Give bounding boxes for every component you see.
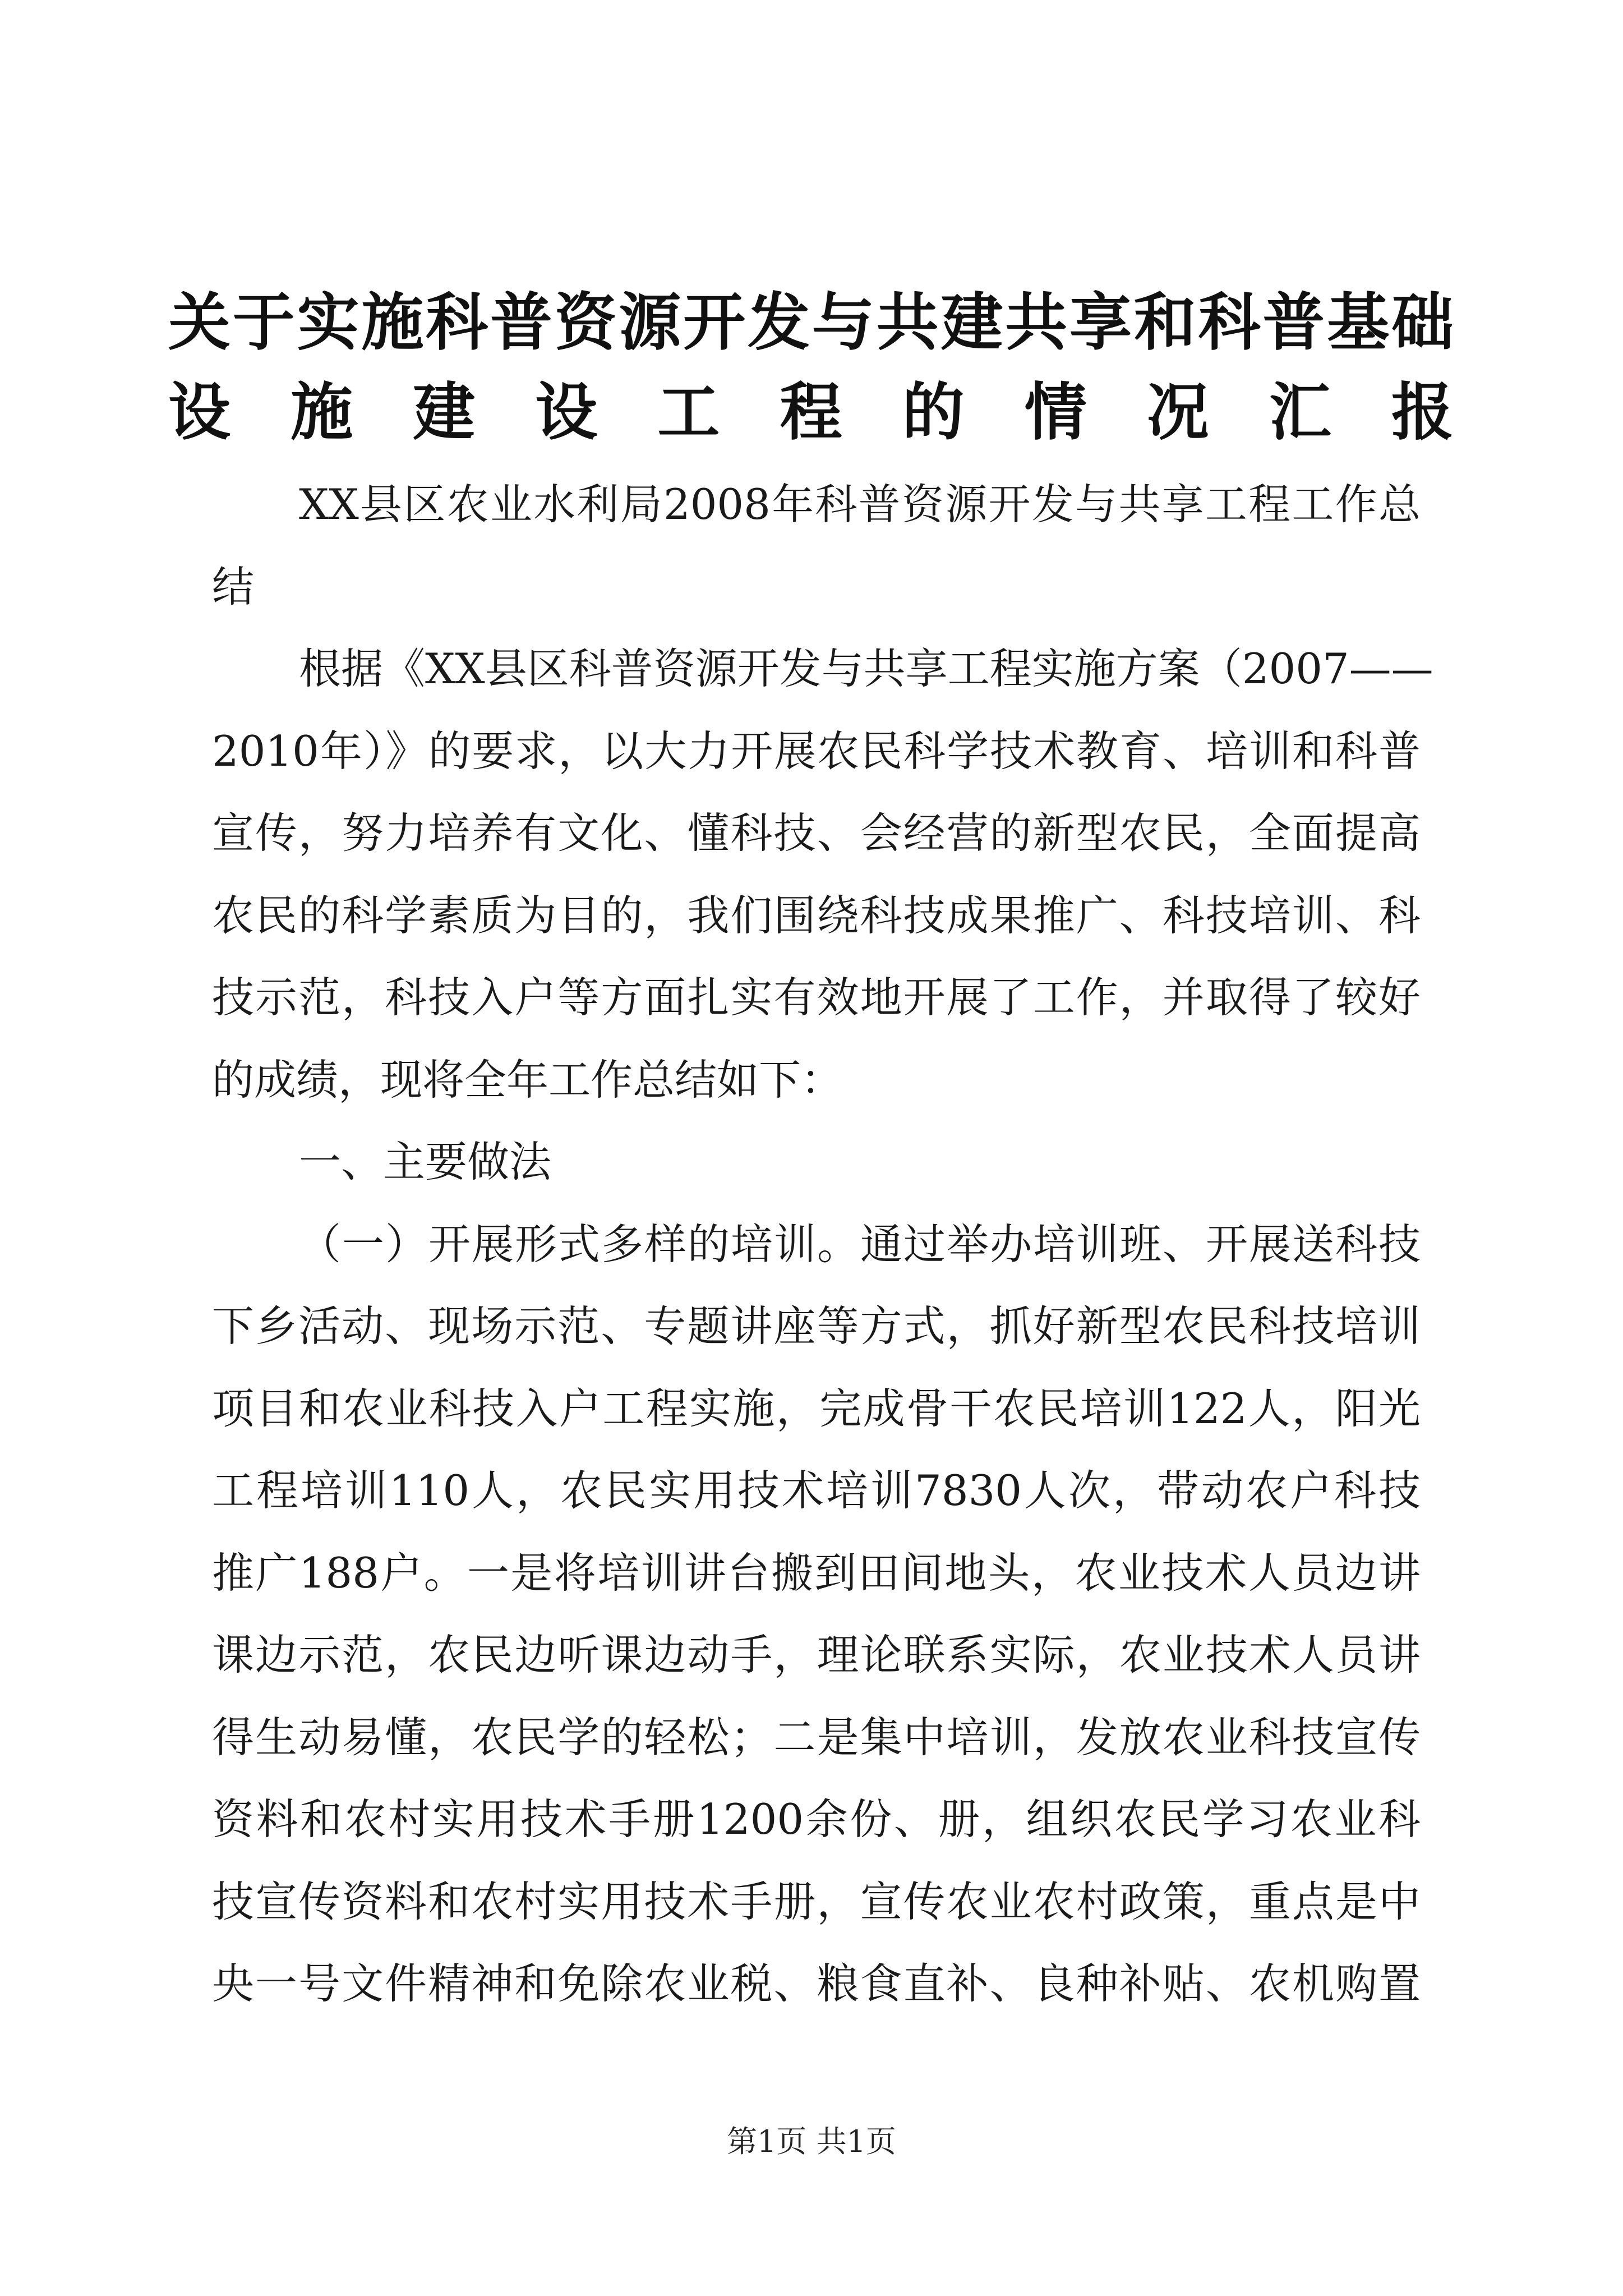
text-line: 一、主要做法 xyxy=(299,1137,552,1186)
text-line: 结 xyxy=(212,562,255,611)
text-line: 工程培训110人，农民实用技术培训7830人次，带动农户科技 xyxy=(212,1466,1421,1515)
document-body xyxy=(212,463,1433,2025)
paragraph-intro xyxy=(212,628,1433,1121)
text-line: 农民的科学素质为目的，我们围绕科技成果推广、科技培训、科 xyxy=(212,890,1421,940)
text-line: 央一号文件精神和免除农业税、粮食直补、良种补贴、农机购置 xyxy=(212,1959,1421,2008)
page-footer: 第1页 共1页 xyxy=(727,2124,896,2159)
text-line: 根据《XX县区科普资源开发与共享工程实施方案（2007—— xyxy=(299,644,1433,693)
text-line: 推广188户。一是将培训讲台搬到田间地头，农业技术人员边讲 xyxy=(212,1548,1421,1598)
text-line: （一）开展形式多样的培训。通过举办培训班、开展送科技 xyxy=(299,1219,1421,1269)
text-line: 得生动易懂，农民学的轻松；二是集中培训，发放农业科技宣传 xyxy=(212,1712,1421,1762)
text-line: 的成绩，现将全年工作总结如下： xyxy=(212,1055,843,1105)
text-line: 课边示范，农民边听课边动手，理论联系实际，农业技术人员讲 xyxy=(212,1630,1421,1680)
text-line: 项目和农业科技入户工程实施，完成骨干农民培训122人，阳光 xyxy=(212,1383,1421,1433)
text-line: XX县区农业水利局2008年科普资源开发与共享工程工作总 xyxy=(299,480,1421,529)
title-line-2: 设施建设工程的情况汇报 xyxy=(168,376,1455,449)
document-title xyxy=(168,278,1455,457)
title-line-1: 关于实施科普资源开发与共建共享和科普基础 xyxy=(168,286,1455,359)
text-line: 技示范，科技入户等方面扎实有效地开展了工作，并取得了较好 xyxy=(212,973,1421,1022)
text-line: 宣传，努力培养有文化、懂科技、会经营的新型农民，全面提高 xyxy=(212,808,1421,858)
text-line: 技宣传资料和农村实用技术手册，宣传农业农村政策，重点是中 xyxy=(212,1876,1421,1926)
paragraph-subtitle xyxy=(212,463,1421,628)
paragraph-training xyxy=(212,1203,1421,2025)
section-heading xyxy=(212,1121,1421,1203)
text-line: 2010年）》的要求，以大力开展农民科学技术教育、培训和科普 xyxy=(212,726,1421,776)
text-line: 资料和农村实用技术手册1200余份、册，组织农民学习农业科 xyxy=(212,1795,1421,1844)
text-line: 下乡活动、现场示范、专题讲座等方式，抓好新型农民科技培训 xyxy=(212,1301,1421,1351)
